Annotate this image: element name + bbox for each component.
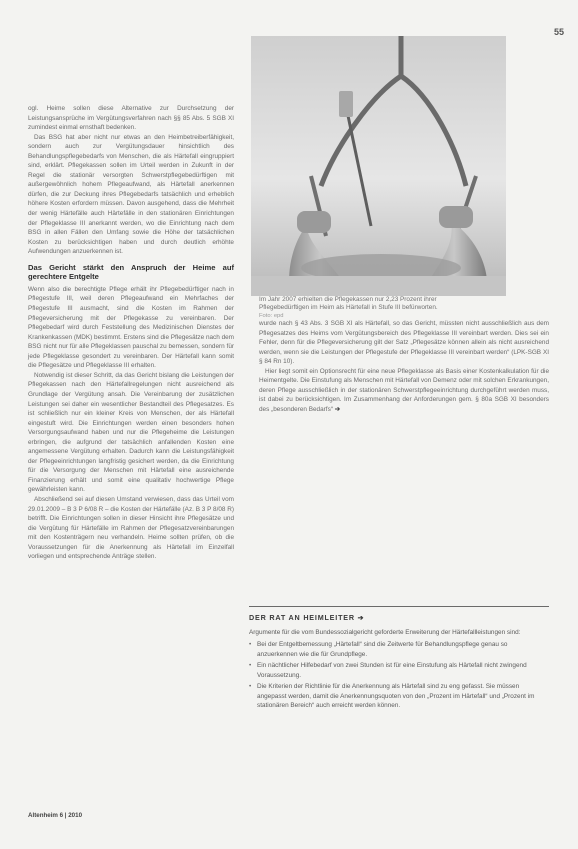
list-item: • Bei der Entgeltbemessung „Härtefall“ sind die Zeitwerte für Behandlungspflege genau so anzuerkennen wie die für Grundpflege. [249, 640, 549, 659]
paragraph: Abschließend sei auf diesen Umstand verwiesen, dass das Urteil vom 29.01.2009 – B 3 P 6/08 R – die Kosten der Härtefälle (Az. B 3 P 8/08 R) betrifft. Die Einrichtungen sollen in dieser Hinsicht ihre Pflegesätze und die Vergütung für Härtefälle im Rahmen der Pflegesatzvereinbarungen mit den Kostenträgern neu verhandeln. Heime sollten prüfen, ob die Voraussetzungen für die Anerkennung als Härtefall im Einzelfall vorliegen und entsprechende Anträge stellen. [28, 495, 234, 561]
page-number: 55 [553, 27, 564, 37]
caption-text: Im Jahr 2007 erhielten die Pflegekassen nur 2,23 Prozent ihrer Pflegebedürftigen im Heim als Härtefall in Stufe III befürworten. [259, 296, 438, 312]
list-item: • Ein nächtlicher Hilfebedarf von zwei Stunden ist für eine Einstufung als Härtefall nicht zwingend Voraussetzung. [249, 661, 549, 680]
paragraph [259, 367, 549, 415]
left-column [28, 104, 234, 562]
arrow-right-icon: ➔ [357, 613, 365, 622]
right-column [259, 319, 549, 414]
paragraph: Notwendig ist dieser Schritt, da das Gericht bislang die Leistungen der Pflegekassen nach den Härtefallregelungen nicht ausreichend als Grundlage der Vergütung ansah. Die Vereinbarung der zusätzlichen Leistungen sei daher ein wesentlicher Bestandteil des Pflegesatzes. Es ist schließlich nur ein kleiner Kreis von Menschen, der als Härtefall eingestuft wird. Die Einrichtungen werden einen besonders hohen Versorgungsaufwand haben und nur die Pflegeheime die Leistungen erbringen, die aufgrund der tatsächlich anfallenden Kosten eine angemessene Vergütung erhalten. Dadurch kann die Leistungsfähigkeit der Pflegeeinrichtungen langfristig gesichert werden, da die Einrichtung für die Versorgung der Menschen mit Härtefall eine ausreichende Finanzierung erhält und somit eine qualitativ hochwertige Pflege gewährleisten kann. [28, 371, 234, 494]
photo-caption [259, 296, 439, 321]
list-item: • Die Kriterien der Richtlinie für die Anerkennung als Härtefall sind zu eng gefasst. Sie müssen angepasst werden, damit die Anerkennungsquoten von den „Prozent im Härtefall“ und „Prozent im stationären Bereich“ auch erreicht werden können. [249, 682, 549, 711]
advice-box [249, 606, 549, 713]
paragraph-text: Hier liegt somit ein Optionsrecht für eine neue Pflegeklasse als Basis einer Kostenkalkulation für die Heimentgelte. Die Einstufung als Menschen mit Härtefall von Demenz oder mit solchen Erkrankungen, deren Pflege ausschließlich in der stationären Schwerstpflegeeinrichtung durchgeführt werden muss, ist dabei zu berücksichtigen. Im Zusammenhang der Anforderungen gem. § 80a SGB XI besonders des „besonderen Bedarfs“ [259, 367, 549, 413]
paragraph: ogl. Heime sollen diese Alternative zur Durchsetzung der Leistungsansprüche im Vergütungsverfahren nach §§ 85 Abs. 5 SGB XI zumindest einmal ernsthaft bedenken. [28, 105, 234, 132]
box-title-text: DER RAT AN HEIMLEITER [249, 613, 355, 622]
section-heading: Das Gericht stärkt den Anspruch der Heime auf gerechtere Entgelte [28, 262, 234, 282]
footer-publication: Altenheim 6 | 2010 [28, 812, 83, 819]
photo-credit: Foto: epd [259, 313, 284, 320]
box-title [249, 613, 549, 623]
paragraph: Das BSG hat aber nicht nur etwas an den Heimbetreiberfähigkeit, sondern auch zur Vergütungsdauer hinsichtlich des Behandlungspflegebedarfs von Menschen, die als Härtefall eingruppiert sind, erklärt. Pflegekassen sollen im Urteil werden in Zukunft in der Regel die stationär versorgten Schwerstpflegebedürftigen mit außergewöhnlich hohem Pflegeaufwand, als Härtefall anerkennen dürfen, die zur Deckung ihres Pflegebedarfs tatsächlich und erheblich höhere Kosten erfordern müssen. Davon ausgehend, dass die Mehrheit der wenig Härtefälle auch Härtefälle in den stationären Einrichtungen der Pflegeklasse III anerkannt werden, wo die Einrichtung nach dem BSG in allen Fällen den Umfang sowie die Höhe der tatsächlichen Kosten zu berücksichtigen haben und durch deutlich erhöhte Aufwendungen anzuerkennen ist. [28, 133, 234, 256]
box-intro: Argumente für die vom Bundessozialgericht geforderte Erweiterung der Härtefallleistungen sind: [249, 628, 521, 636]
photo-hands-grip [251, 36, 506, 296]
paragraph: Wenn also die berechtigte Pflege erhält ihr Pflegebedürftiger nach in Pflegestufe III, weil deren Pflegeaufwand ein Mehrfaches der Pflegestufe III ausmacht, sind die Kosten im Rahmen der Pflegeversicherung mit der Pflegekasse zu vereinbaren. Der Pflegebedarf wird durch Feststellung des Medizinischen Dienstes der Krankenkassen (MDK) bestimmt. Erstens sind die Pflegesätze nach dem BSG nicht nur für alle Pflegeklassen pauschal zu bemessen, sondern für jede Pflegeklasse gesondert zu vereinbaren. Der Härtefall kann somit die Pflegesätze und Pflegeklasse III erhalten. [28, 285, 235, 370]
box-bullet-list [249, 640, 549, 711]
box-divider [249, 606, 549, 607]
paragraph: wurde nach § 43 Abs. 3 SGB XI als Härtefall, so das Gericht, müssten nicht ausschließlich aus dem Pflegesatzes des Heims vom Vergütungsbereich des Pflegeklasse III vereinbart werden. Dies sei ein Fehler, denn für die Pflegeversicherung gilt der Satz „Pflegesätze können allein als nicht ausreichend werden, wenn sie die Leistungen der Pflegestufe der Pflegeklasse III vereinbart werden“ (LPK-SGB XI § 84 Rn 10). [259, 320, 549, 366]
arrow-right-icon: ➔ [334, 405, 341, 413]
